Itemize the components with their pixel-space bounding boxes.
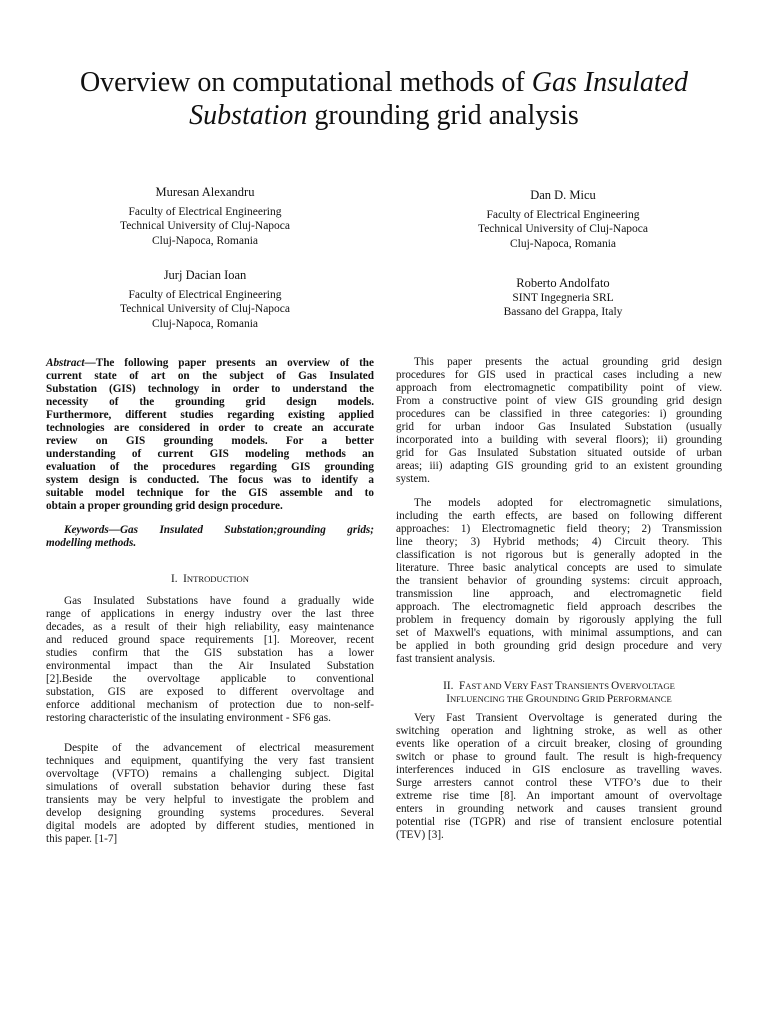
body-text-line: procedures can be classified in three categories: i) grounding xyxy=(396,408,722,420)
author-block-3 xyxy=(60,268,350,331)
author-affiliation: Faculty of Electrical Engineering xyxy=(486,208,640,221)
author-affiliation: Faculty of Electrical Engineering xyxy=(128,205,282,218)
body-text-line: and reduced ground space requirements [1]. Moreover, recent xyxy=(46,634,374,646)
heading-small-caps: AST xyxy=(536,681,555,691)
body-text-line: approach. The electromagnetic field approach describes the xyxy=(396,601,722,613)
author-affiliation: Cluj-Napoca, Romania xyxy=(151,317,259,330)
author-affiliation: Cluj-Napoca, Romania xyxy=(509,237,617,250)
heading-capital: I xyxy=(446,693,450,705)
heading-small-caps: ERFORMANCE xyxy=(613,694,672,704)
body-text-line: approaches: 1) Electromagnetic field theory; 2) Transmission xyxy=(396,523,722,535)
body-text-line: incorporated into a building with several floors); ii) grounding xyxy=(396,434,722,446)
author-affiliation: Cluj-Napoca, Romania xyxy=(151,234,259,247)
abstract-line: necessity of the grounding grid design models. xyxy=(46,396,374,408)
body-text-line: restoring characteristic of the insulating environment - SF6 gas. xyxy=(46,712,331,724)
body-text-line: transmission line approach, and electromagnetic field xyxy=(396,588,722,600)
body-text-line: grid for Gas Insulated Substation situated outside of urban xyxy=(396,447,722,459)
author-affiliation: Technical University of Cluj-Napoca xyxy=(477,223,649,235)
abstract-line: technologies are considered in order to create an accurate xyxy=(46,422,374,434)
body-text-line: system. xyxy=(396,473,430,485)
heading-small-caps: RANSIENTS xyxy=(561,681,612,691)
body-text-line: From a constructive point of view GIS grounding grid design xyxy=(396,395,722,407)
heading-small-caps: RID xyxy=(589,694,607,704)
heading-capital: T xyxy=(554,680,562,692)
paper-title-line-1 xyxy=(0,66,768,100)
body-text-line: enters in grounding network and causes transient ground xyxy=(396,803,722,815)
abstract-line: suitable model technique for the GIS assemble and to xyxy=(46,487,374,499)
body-text-line: decades, as a result of their high reliability, easy maintenance xyxy=(46,621,374,633)
abstract-line: review on GIS grounding models. For a better xyxy=(46,435,374,447)
author-affiliation: Faculty of Electrical Engineering xyxy=(128,288,282,301)
title-text: grounding grid analysis xyxy=(307,100,579,131)
abstract-line: understanding of current GIS modeling methods an xyxy=(46,448,374,460)
heading-capital: F xyxy=(459,680,466,692)
heading-capital: G xyxy=(581,693,590,705)
body-text-line: problem in frequency domain by rigorously applying the full xyxy=(396,614,722,626)
body-text-line: The models adopted for electromagnetic simulations, xyxy=(414,497,722,509)
keywords-label: Keywords xyxy=(64,524,109,536)
body-text-line: digital models are adopted by different studies, mentioned in xyxy=(46,820,374,832)
author-affiliation: SINT Ingegneria SRL xyxy=(512,291,614,304)
body-text-line: Gas Insulated Substations have found a gradually wide xyxy=(64,595,374,607)
abstract-line: current state of art on the subject of Gas Insulated xyxy=(46,370,374,382)
body-text-line: fast transient analysis. xyxy=(396,653,496,665)
abstract-label: Abstract xyxy=(46,357,85,369)
abstract-line: obtain a proper grounding grid design procedure. xyxy=(46,500,283,512)
body-text-line: including the earth effects, are based on following different xyxy=(396,510,722,522)
body-text-line: potential rise (TGPR) and rise of transient enclosure potential xyxy=(396,816,722,828)
title-italic-text: Gas Insulated xyxy=(531,67,689,98)
body-text-line: switching operation and lightning stroke, as well as other xyxy=(396,725,722,737)
abstract-dash: — xyxy=(84,357,96,369)
body-text-line: transients may be very helpful to investigate the problem and xyxy=(46,794,374,806)
author-affiliation: Bassano del Grappa, Italy xyxy=(503,306,623,318)
keywords-line: modelling methods. xyxy=(46,537,137,549)
body-text-line: substation, GIS are exposed to different overvoltage and xyxy=(46,686,374,698)
section-heading-line xyxy=(459,680,675,692)
body-text-line: approach from electromagnetic compatibility point of view. xyxy=(396,382,722,394)
heading-small-caps: ROUNDING xyxy=(533,694,582,704)
paper-title-line-2 xyxy=(0,99,768,133)
title-italic-text: Substation xyxy=(189,100,308,131)
heading-capital: P xyxy=(606,693,614,705)
heading-capital: F xyxy=(530,680,537,692)
body-text-line: set of Maxwell's equations, with minimal assumptions, and can xyxy=(396,627,722,639)
body-text-line: the transient behavior of grounding systems: circuit approach, xyxy=(396,575,722,587)
body-text-line: this paper. [1-7] xyxy=(46,833,118,845)
heading-capital: O xyxy=(611,680,620,692)
body-text-line: [2].Beside the overvoltage applicable to conventional xyxy=(46,673,374,685)
author-name: Dan D. Micu xyxy=(530,188,596,202)
heading-small-caps: VERVOLTAGE xyxy=(619,681,675,691)
body-text-line: (TEV) [3]. xyxy=(396,829,444,841)
body-text-line: develop designing grounding systems procedures. Several xyxy=(46,807,374,819)
body-text-line: switch or phase to ground fault. The result is high-frequency xyxy=(396,751,722,763)
abstract-line: evaluation of the procedures regarding GIS grounding xyxy=(46,461,374,473)
title-text: Overview on computational methods of xyxy=(79,67,532,98)
heading-capital: V xyxy=(503,680,512,692)
body-text-line: simulations of overall substation behavior during these fast xyxy=(46,781,374,793)
body-text-line: studies confirm that the GIS substation has a lower xyxy=(46,647,374,659)
author-block-2 xyxy=(418,188,708,251)
heading-small-caps: ERY xyxy=(511,681,531,691)
body-text-line: grid for urban indoor Gas Insulated Substation (usually xyxy=(396,421,722,433)
section-heading-fast-transients-line-2 xyxy=(396,693,722,706)
body-text-line: Despite of the advancement of electrical measurement xyxy=(64,742,374,754)
author-block-4 xyxy=(418,276,708,320)
body-text-line: be applied in both grounding grid design procedure and very xyxy=(396,640,722,652)
body-text-line: line theory; 3) Hybrid methods; 4) Circuit theory. This xyxy=(396,536,722,548)
author-affiliation: Technical University of Cluj-Napoca xyxy=(119,220,291,232)
author-name: Jurj Dacian Ioan xyxy=(163,268,247,282)
heading-capital: G xyxy=(525,693,534,705)
body-text-line: enforce additional mechanism of protection due to non-self- xyxy=(46,699,374,711)
body-text-line: events like operation of a circuit breaker, closing of grounding xyxy=(396,738,722,750)
abstract-line: Furthermore, different studies regarding existing applied xyxy=(46,409,374,421)
section-heading-line xyxy=(446,693,672,705)
abstract-line: system design is conducted. The focus was to identify a xyxy=(46,474,374,486)
body-text-line: overvoltage (VFTO) remains a challenging subject. Digital xyxy=(46,768,374,780)
body-text-line: procedures for GIS used in practical cases including a new xyxy=(396,369,722,381)
abstract-line: Substation (GIS) technology in order to understand the xyxy=(46,383,374,395)
body-text-line: techniques and equipment, quantifying the very fast transient xyxy=(46,755,374,767)
abstract-line: Abstract—The following paper presents an overview of the xyxy=(46,357,374,369)
body-text-line: literature. Three basic analytical concepts are used to simulate xyxy=(396,562,722,574)
body-text-line: environmental impact than the Air Insulated Substation xyxy=(46,660,374,672)
author-name: Roberto Andolfato xyxy=(516,276,610,290)
author-affiliation: Technical University of Cluj-Napoca xyxy=(119,303,291,315)
body-text-line: areas; iii) adapting GIS grounding grid to an existent grounding xyxy=(396,460,722,472)
author-name: Muresan Alexandru xyxy=(155,185,255,199)
heading-small-caps: AST AND xyxy=(465,681,504,691)
section-heading-fast-transients: II. FAST AND VERY FAST TRANSIENTS OVERVOLTAGE xyxy=(443,680,675,692)
section-heading-introduction: I. INTRODUCTION xyxy=(171,573,249,585)
body-text-line: This paper presents the actual grounding grid design xyxy=(414,356,722,368)
body-text-line: interferences induced in GIS enclosure as travelling waves. xyxy=(396,764,722,776)
body-text-line: extreme rise time [8]. An important amount of overvoltage xyxy=(396,790,722,802)
keywords-line: Keywords—Gas Insulated Substation;grounding grids; xyxy=(64,524,374,536)
body-text-line: classification is not rigorous but is generally adopted in the xyxy=(396,549,722,561)
heading-small-caps: NFLUENCING THE xyxy=(449,694,526,704)
body-text-line: Surge arresters cannot control these VTFO’s due to their xyxy=(396,777,722,789)
body-text-line: range of applications in energy industry over the last three xyxy=(46,608,374,620)
body-text-line: Very Fast Transient Overvoltage is generated during the xyxy=(414,712,722,724)
author-block-1 xyxy=(60,185,350,248)
